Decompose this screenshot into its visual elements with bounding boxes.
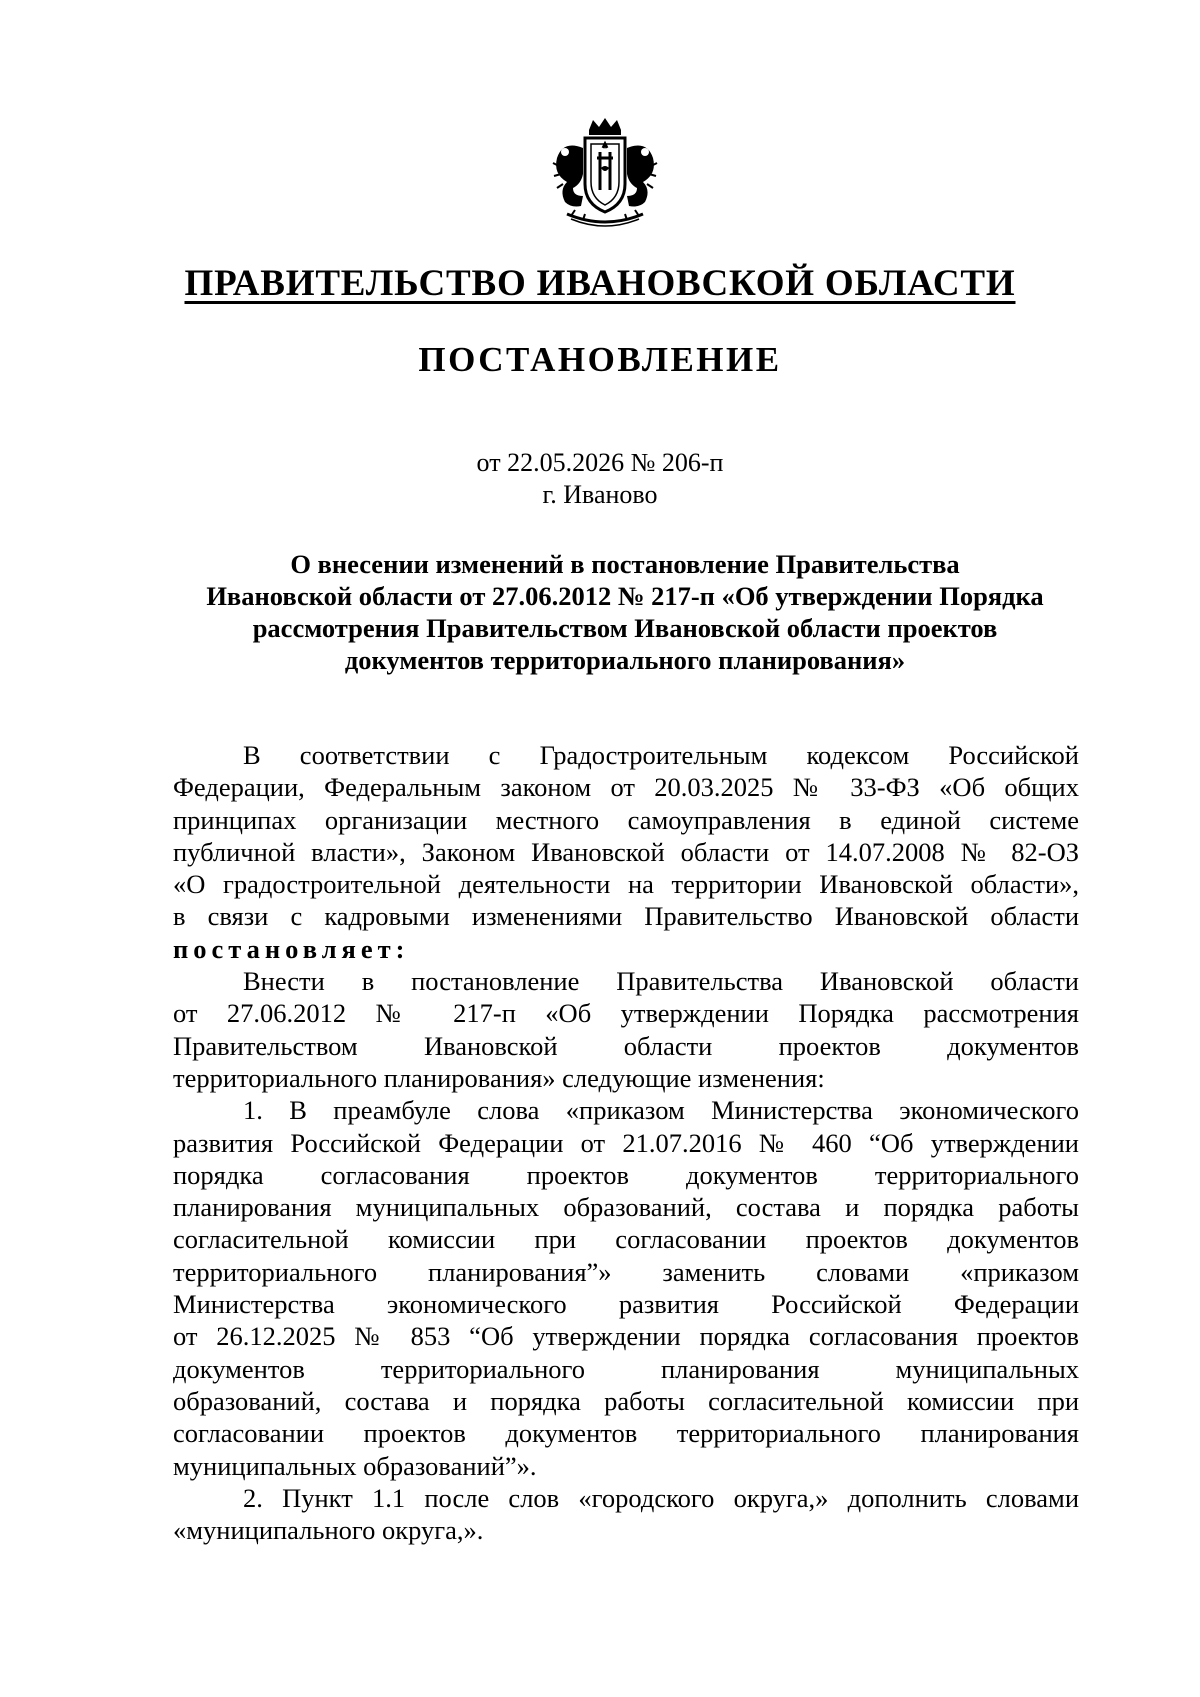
body-line: принципах организации местного самоуправления в единой системе bbox=[173, 804, 1079, 835]
body-line: развития Российской Федерации от 21.07.2016 № 460 “Об утверждении bbox=[173, 1127, 1079, 1158]
body-line: 1. В преамбуле слова «приказом Министерства экономического bbox=[243, 1095, 1079, 1126]
body-line: «муниципального округа,». bbox=[173, 1515, 484, 1546]
body-line: публичной власти», Законом Ивановской области от 14.07.2008 № 82-ОЗ bbox=[173, 836, 1079, 867]
body-line: согласительной комиссии при согласовании проектов документов bbox=[173, 1224, 1079, 1255]
body-line: 2. Пункт 1.1 после слов «городского округа,» дополнить словами bbox=[243, 1482, 1079, 1513]
body-line: территориального планирования”» заменить словами «приказом bbox=[173, 1256, 1079, 1287]
body-line: от 26.12.2025 № 853 “Об утверждении порядка согласования проектов bbox=[173, 1321, 1079, 1352]
body-line: «О градостроительной деятельности на территории Ивановской области», bbox=[173, 869, 1079, 900]
document-meta bbox=[0, 447, 1200, 511]
body-line: документов территориального планирования муниципальных bbox=[173, 1353, 1079, 1384]
subject-line: рассмотрения Правительством Ивановской области проектов bbox=[252, 613, 998, 643]
body-line: в связи с кадровыми изменениями Правительство Ивановской области bbox=[173, 901, 1079, 932]
document-city: г. Иваново bbox=[542, 480, 658, 509]
document-subject bbox=[175, 548, 1075, 676]
organization-title-text: ПРАВИТЕЛЬСТВО ИВАНОВСКОЙ ОБЛАСТИ bbox=[184, 263, 1016, 304]
body-line: Внести в постановление Правительства Ивановской области bbox=[243, 966, 1079, 997]
body-line: образований, состава и порядка работы согласительной комиссии при bbox=[173, 1385, 1079, 1416]
subject-line: Ивановской области от 27.06.2012 № 217-п «Об утверждении Порядка bbox=[206, 581, 1044, 611]
body-line: планирования муниципальных образований, состава и порядка работы bbox=[173, 1192, 1079, 1223]
body-line: от 27.06.2012 № 217-п «Об утверждении Порядка рассмотрения bbox=[173, 998, 1079, 1029]
body-line: Федерации, Федеральным законом от 20.03.2025 № 33-ФЗ «Об общих bbox=[173, 772, 1079, 803]
subject-line: документов территориального планирования» bbox=[344, 645, 906, 675]
document-body bbox=[173, 739, 1079, 1546]
document-date-number: от 22.05.2026 № 206-п bbox=[476, 448, 724, 477]
body-line: Министерства экономического развития Российской Федерации bbox=[173, 1289, 1079, 1320]
coat-of-arms-emblem bbox=[545, 118, 665, 230]
document-type-title: ПОСТАНОВЛЕНИЕ bbox=[418, 340, 782, 379]
subject-line: О внесении изменений в постановление Правительства bbox=[290, 549, 960, 579]
body-line: Правительством Ивановской области проектов документов bbox=[173, 1030, 1079, 1061]
body-line: муниципальных образований”». bbox=[173, 1450, 537, 1481]
body-line: порядка согласования проектов документов территориального bbox=[173, 1159, 1079, 1190]
organization-title bbox=[0, 262, 1200, 306]
body-line: территориального планирования» следующие изменения: bbox=[173, 1062, 825, 1093]
body-line: В соответствии с Градостроительным кодексом Российской bbox=[243, 740, 1079, 770]
decision-word: постановляет: bbox=[173, 933, 410, 964]
body-line: согласовании проектов документов территориального планирования bbox=[173, 1418, 1079, 1449]
